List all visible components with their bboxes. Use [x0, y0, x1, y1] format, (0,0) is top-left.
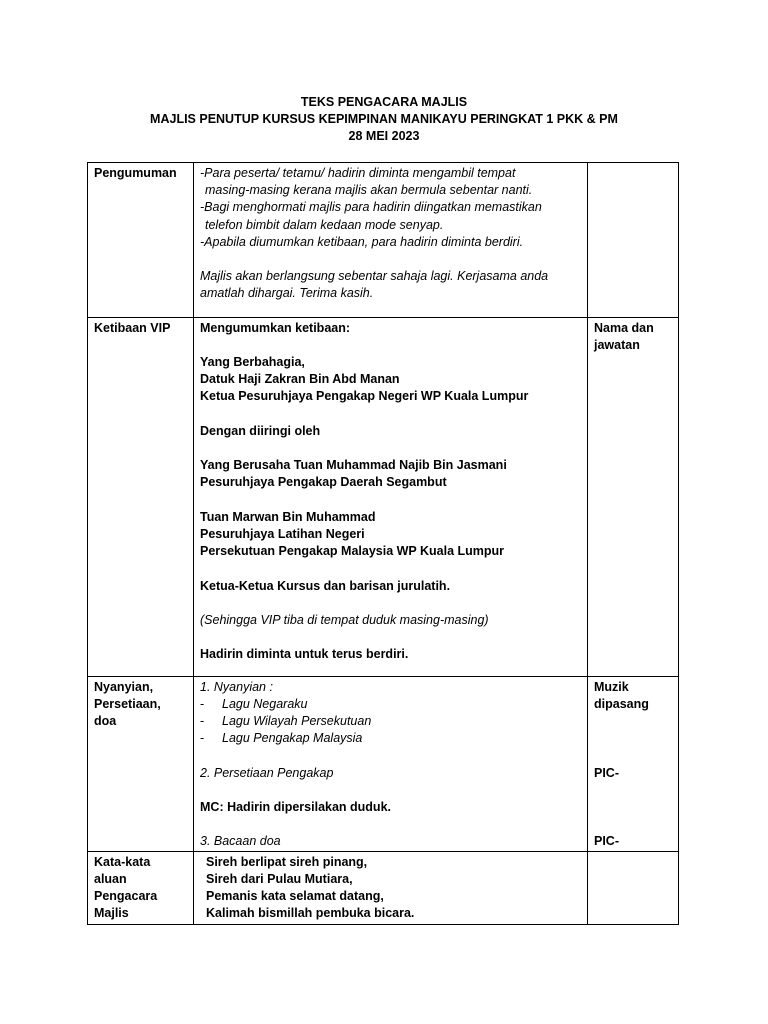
table-row [88, 676, 679, 851]
row-notes: Muzik dipasang PIC- PIC- [588, 676, 679, 851]
event-title: MAJLIS PENUTUP KURSUS KEPIMPINAN MANIKAYU PERINGKAT 1 PKK & PM [150, 112, 618, 126]
list-item: - Lagu Pengakap Malaysia [200, 731, 363, 746]
script-table [87, 162, 679, 925]
row-label: Ketibaan VIP [88, 317, 194, 676]
document-title: TEKS PENGACARA MAJLIS [300, 95, 468, 109]
row-content: 1. Nyanyian : - Lagu Negaraku - Lagu Wilayah Persekutuan - Lagu Pengakap Malaysia 2. Persetiaan Pengakap MC: Hadirin dipersilakan duduk. 3. Bacaan doa [194, 676, 588, 851]
document-header [0, 94, 768, 145]
row-notes: Nama dan jawatan [588, 317, 679, 676]
row-label: Nyanyian, Persetiaan, doa [88, 676, 194, 851]
row-notes [588, 851, 679, 925]
row-content: Sireh berlipat sireh pinang, Sireh dari Pulau Mutiara, Pemanis kata selamat datang, Kalimah bismillah pembuka bicara. [194, 851, 588, 925]
row-notes [588, 163, 679, 318]
list-item: - Lagu Negaraku [200, 696, 308, 711]
table-row [88, 851, 679, 925]
table-row [88, 317, 679, 676]
event-date: 28 MEI 2023 [348, 129, 420, 143]
table-row [88, 163, 679, 318]
row-label: Pengumuman [88, 163, 194, 318]
row-content: -Para peserta/ tetamu/ hadirin diminta mengambil tempat masing-masing kerana majlis akan bermula sebentar nanti. -Bagi menghormati majlis para hadirin diingatkan memastikan telefon bimbit dalam kedaan mode senyap. -Apabila diumumkan ketibaan, para hadirin diminta berdiri. Majlis akan berlangsung sebentar sahaja lagi. Kerjasama anda amatlah dihargai. Terima kasih. [194, 163, 588, 318]
row-content: Mengumumkan ketibaan: Yang Berbahagia, Datuk Haji Zakran Bin Abd Manan Ketua Pesuruhjaya Pengakap Negeri WP Kuala Lumpur Dengan diiringi oleh Yang Berusaha Tuan Muhammad Najib Bin Jasmani Pesuruhjaya Pengakap Daerah Segambut Tuan Marwan Bin Muhammad Pesuruhjaya Latihan Negeri Persekutuan Pengakap Malaysia WP Kuala Lumpur Ketua-Ketua Kursus dan barisan jurulatih. (Sehingga VIP tiba di tempat duduk masing-masing) Hadirin diminta untuk terus berdiri. [194, 317, 588, 676]
row-label: Kata-kata aluan Pengacara Majlis [88, 851, 194, 925]
list-item: - Lagu Wilayah Persekutuan [200, 713, 372, 728]
